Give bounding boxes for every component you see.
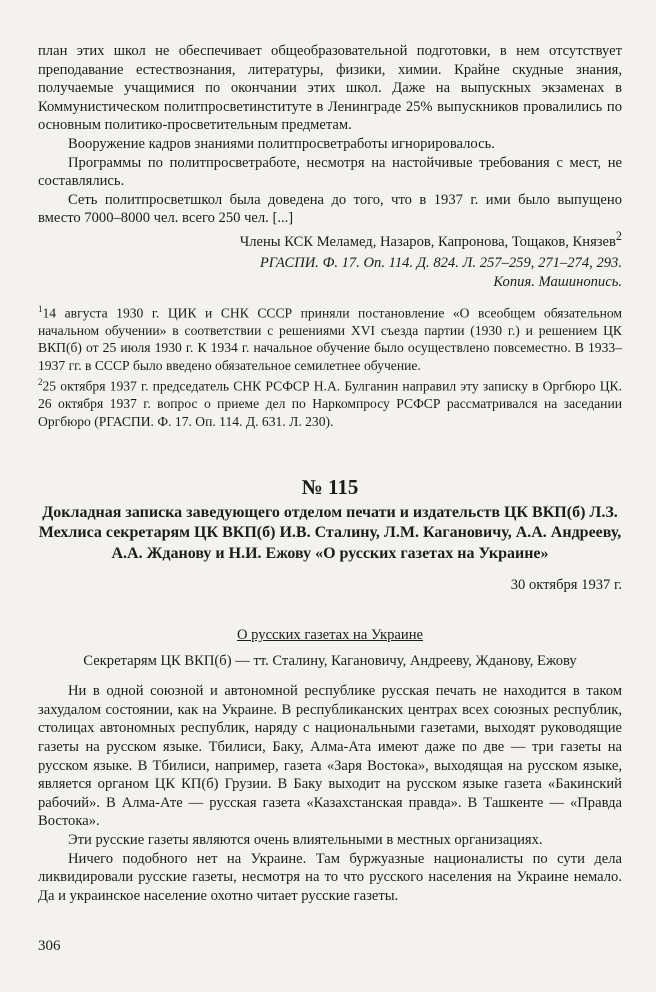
page-number: 306 [38,938,61,954]
paragraph: Эти русские газеты являются очень влиятельными в местных организациях. [68,831,543,848]
paragraph: Вооружение кадров знаниями политпросветработы игнорировалось. [68,135,495,152]
memo-body [38,626,622,905]
paragraph: Сеть политпросветшкол была доведена до того, что в 1937 г. ими было выпущено вместо 7000–8000 чел. всего 250 чел. [...] [38,191,622,227]
paragraph: Программы по политпросветработе, несмотря на настойчивые требования с мест, не составлялись. [38,154,622,190]
paragraph: план этих школ не обеспечивает общеобразовательной подготовки, в нем отсутствует преподавание естествознания, литературы, физики, химии. Крайне скудные знания, получаемые учащимися по окончании этих школ. Даже на выпускных экзаменах в Коммунистическом политпросветинституте в Ленинграде 25% выпускников провалились по основным политико-просветительным предметам. [38,43,622,134]
footnotes [38,301,622,430]
signature-block [38,227,622,292]
document-title: Докладная записка заведующего отделом печати и издательств ЦК ВКП(б) Л.З. Мехлиса секретарям ЦК ВКП(б) И.В. Сталину, Л.М. Кагановичу, А.А. Андрееву, А.А. Жданову и Н.И. Ежову «О русских газетах на Украине» [38,503,622,562]
addressees: Секретарям ЦК ВКП(б) — тт. Сталину, Кагановичу, Андрееву, Жданову, Ежову [83,652,577,669]
footnote: $^2$25 октября 1937 г. председатель СНК РСФСР Н.А. Булганин направил эту записку в Оргбюро ЦК. 26 октября 1937 г. вопрос о приеме дел по Наркомпросу РСФСР рассматривался на заседании Оргбюро (РГАСПИ. Ф. 17. Оп. 114. Д. 631. Л. 230). [38,377,622,429]
signatures: Члены КСК Меламед, Назаров, Капронова, Тощаков, Князев$^2$ [239,229,622,250]
report-continuation [38,42,622,228]
document-date: 30 октября 1937 г. [510,577,622,594]
paragraph: Ничего подобного нет на Украине. Там буржуазные националисты по сути дела ликвидировали русские газеты, несмотря на то что русского населения на Украине немало. Да и украинское население охотно читает русские газеты. [38,850,622,904]
archive-reference: РГАСПИ. Ф. 17. Оп. 114. Д. 824. Л. 257–259, 271–274, 293. [259,255,622,272]
memo-subject: О русских газетах на Украине [236,627,424,643]
copy-note: Копия. Машинопись. [493,274,622,291]
document-header [38,475,622,595]
footnote-ref: 2 [615,229,622,243]
paragraph: Ни в одной союзной и автономной республике русская печать не находится в таком захудалом состоянии, как на Украине. В республиканских центрах всех союзных республик, столицах автономных республик, наряду с национальными газетами, выходят руководящие газеты на русском языке. Тбилиси, Баку, Алма-Ата имеют даже по две — три газеты на русском языке. В Тбилиси, например, газета «Заря Востока», выходящая на русском языке, является органом ЦК КП(б) Грузии. В Баку выходит на русском языке газета «Бакинский рабочий». В Алма-Ате — русская газета «Казахстанская правда». В Ташкенте — «Правда Востока». [38,683,622,830]
footnote: $^1$14 августа 1930 г. ЦИК и СНК СССР приняли постановление «О всеобщем обязательном начальном обучении» в соответствии с решениями XVI съезда партии (1930 г.) и решением ЦК ВКП(б) от 25 июля 1930 г. К 1934 г. начальное обучение было осуществлено повсеместно. В 1933–1937 гг. в СССР было введено обязательное семилетнее обучение. [38,304,622,373]
document-number: № 115 [301,475,359,499]
